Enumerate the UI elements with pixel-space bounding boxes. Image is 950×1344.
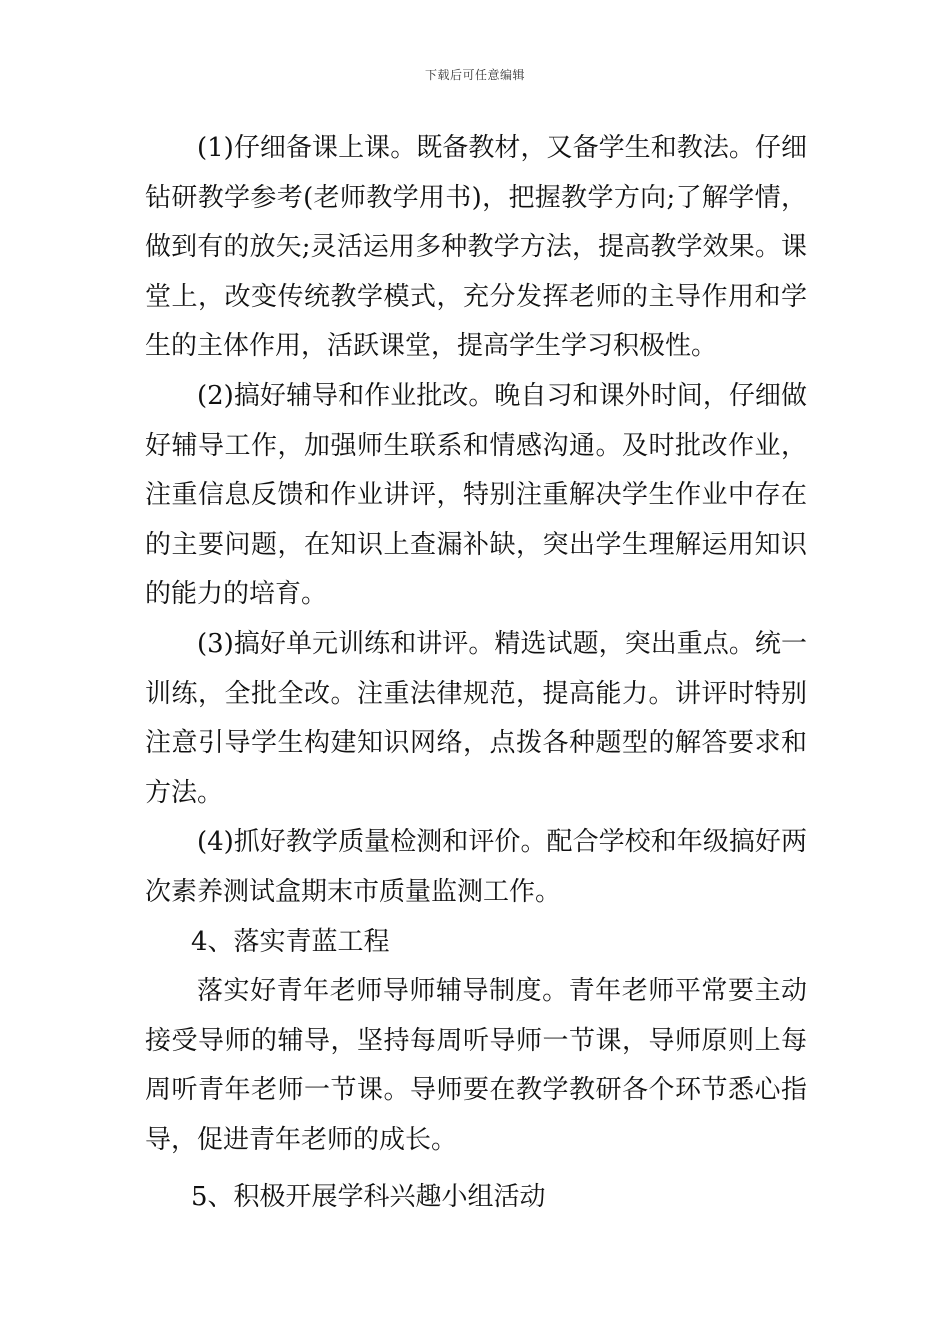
paragraph-lesson-preparation: (1)仔细备课上课。既备教材，又备学生和教法。仔细钻研教学参考(老师教学用书)，把握教学方向;了解学情，做到有的放矢;灵活运用多种教学方法，提高教学效果。课堂上，改变传统教学模式，充分发挥老师的主导作用和学生的主体作用，活跃课堂，提高学生学习积极性。 — [145, 133, 807, 362]
paragraph-mentor-system: 落实好青年老师导师辅导制度。青年老师平常要主动接受导师的辅导，坚持每周听导师一节课，导师原则上每周听青年老师一节课。导师要在教学教研各个环节悉心指导，促进青年老师的成长。 — [145, 976, 807, 1155]
paragraph-tutoring-homework: (2)搞好辅导和作业批改。晚自习和课外时间，仔细做好辅导工作，加强师生联系和情感沟通。及时批改作业，注重信息反馈和作业讲评，特别注重解决学生作业中存在的主要问题，在知识上查漏补缺，突出学生理解运用知识的能力的培育。 — [145, 380, 807, 610]
paragraph-quality-assessment: (4)抓好教学质量检测和评价。配合学校和年级搞好两次素养测试盒期末市质量监测工作。 — [145, 827, 807, 907]
page-header: 下载后可任意编辑 — [424, 68, 525, 82]
paragraph-unit-training: (3)搞好单元训练和讲评。精选试题，突出重点。统一训练，全批全改。注重法律规范，提高能力。讲评时特别注意引导学生构建知识网络，点拨各种题型的解答要求和方法。 — [145, 628, 807, 808]
section-heading-4: 4、落实青蓝工程 — [191, 926, 390, 957]
document-body — [145, 124, 807, 1223]
section-heading-5: 5、积极开展学科兴趣小组活动 — [191, 1182, 546, 1213]
